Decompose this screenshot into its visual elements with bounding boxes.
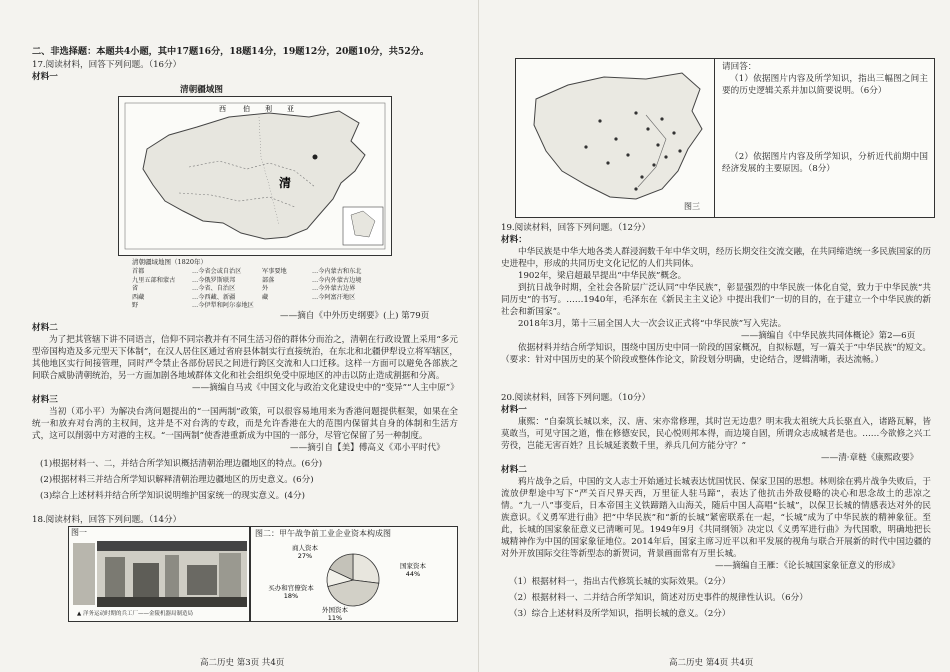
material2-text: 为了把其管辖下讲不同语言，信仰不同宗教并有不同生活习俗的群体分而治之，清朝在行政设置上采用“多元型帝国构造及多元型天下体制”，在汉人居住区通过省府县体制实行直接统治，在东北和北疆伊犁设立将军辖区，其他地区实行间接管理，同时严令禁止各部份居民之间进行跨区交流和人口迁移。这样一方面可以避免各部族之间联合威胁清朝统治，另一方面加剧各地域群体文化和社会组织免受中原地区的冲击以防止造成割据和分离。: [32, 335, 458, 381]
figure1-photo: [68, 526, 250, 622]
q17-material1-label: 材料一: [32, 72, 58, 82]
q20-material1-text: 康熙：“自秦筑长城以来，汉、唐、宋亦常修理，其时岂无边患？明末我太祖统大兵长驱直入，诸路瓦解，皆莫敢当，可见守国之道，惟在修德安民，民心悦则邦本得，而边境自固，所谓众志成城者是也。……今欲修之兴工劳役，岂能无害百姓？且长城延袤数千里，养兵几何方能分守？”: [501, 417, 931, 451]
pie-label-1: 国家资本: [400, 562, 426, 570]
q19-stem: 19.阅读材料，回答下列问题。（12分）: [501, 223, 651, 233]
figure3-divider: [714, 59, 715, 217]
q20-material2-text: 鸦片战争之后，中国的文人志士开始通过长城表达忧国忧民、保家卫国的思想。林则徐在鸦片战争失败后，于流放伊犁途中写下“严关百尺界天西，万里征人驻马蹄”，表达了他抗击外敌侵略的决心和思念故土的悲凉之情。“九一八”事变后，日本帝国主义铁蹄踏入山海关，随后中国人高唱“长城”，以保卫长城的情感表达对外的民族意识。《义勇军进行曲》把“中华民族”和“新的长城”紧密联系在一起，“长城”成为了中华民族的精神象征。至此，长城的国家象征意义已清晰可见。1949年9月《共同纲领》决定以《义勇军进行曲》为代国歌，明确地把长城精神作为中国的国家象征地位。2014年后，国家主席习近平以和平发展的视角与联合开展新的时代中国边疆的对外开放国际交往等新型态的新贺词，背景画面常有万里长城。: [501, 477, 931, 559]
q19-material-label: 材料：: [501, 235, 527, 245]
q19-paragraph2: 1902年，梁启超最早提出“中华民族”概念。: [518, 271, 687, 281]
q20-sub1: （1）根据材料一，指出古代修筑长城的实际效果。（2分）: [509, 577, 731, 587]
legend-row: 省 …今省、自治区 外 …今外蒙古边界: [132, 285, 356, 292]
q17-sub3: (3)综合上述材料并结合所学知识说明维护国家统一的现实意义。(4分): [40, 491, 305, 501]
map-drawing: [119, 97, 391, 255]
q20-sub3: （3）综合上述材料及所学知识，指明长城的意义。（2分）: [509, 609, 731, 619]
q20-material1-label: 材料一: [501, 405, 527, 415]
pie-label-3: 买办和官僚资本: [268, 584, 314, 592]
q18-stem: 18.阅读材料，回答下列问题。（14分）: [32, 515, 182, 525]
pie-pct-2: 11%: [327, 614, 343, 622]
pie-svg: [251, 540, 457, 622]
figure3-prompt: 请回答：: [722, 62, 757, 72]
material2-source: ——摘编自马戎《中国文化与政治文化建设史中的“变异”“人主中原”》: [192, 383, 459, 393]
map-legend-title: 清朝疆域地图（1820年）: [132, 258, 208, 266]
figure2-title: 图二：甲午战争前工业企业资本构成图: [255, 529, 391, 538]
q20-sub2: （2）根据材料一、二并结合所学知识，简述对历史事件的规律性认识。（6分）: [509, 593, 808, 603]
q19-task: 依据材料并结合所学知识，围绕中国历史中同一阶段的国家概况，自拟标题，写一篇关于“中华民族”的短文。（要求：针对中国历史的某个阶段或整体作论文，阶段划分明确，史论结合，逻辑清晰，表达流畅。）: [501, 343, 931, 365]
q19-paragraph1: 中华民族是中华大地各类人群浸润数千年中华文明，经历长期交往交流交融，在共同缔造统一多民族国家的历史进程中，形成的共同历史文化记忆的人们共同体。: [501, 247, 931, 269]
map-label-ya: 亚: [287, 105, 294, 113]
page-footer-right: 高二历史 第4页 共4页: [669, 658, 754, 668]
factory-photo: [69, 527, 249, 621]
q20-material1-source: ——清·章梿《康熙政要》: [821, 453, 919, 463]
legend-row: 野 …今伊犁和阿尔泰地区: [132, 302, 254, 309]
figure3-label: 图三: [684, 202, 700, 211]
pie-pct-3: 18%: [283, 592, 299, 600]
q20-material2-label: 材料二: [501, 465, 527, 475]
figure3-question1: （1）依据图片内容及所学知识，指出三幅图之间主要的历史逻辑关系并加以简要说明。（6分）: [722, 74, 928, 96]
qing-territory-map: [118, 96, 392, 256]
q19-source: ——摘编自《中华民族共同体概论》第2—6页: [741, 331, 916, 341]
figure3-map: [516, 59, 716, 217]
figure1-caption: ▲ 洋务运动时期的兵工厂——金陵机器局制造局: [77, 611, 193, 617]
map-label-bo: 伯: [243, 105, 250, 113]
legend-row: 西藏 …今西藏、新疆 藏 …今阿富汗地区: [132, 293, 356, 301]
map-label-xi: 西: [219, 105, 226, 113]
q17-sub2: (2)根据材料三并结合所学知识解释清朝治理边疆地区的历史意义。(6分): [40, 475, 314, 485]
figure3-box: [515, 58, 935, 218]
map-legend: [132, 268, 392, 311]
q17-material3-label: 材料三: [32, 395, 58, 405]
legend-row: 九里五部和蒙古 …今俄罗斯联邦 部落 …今内外蒙古边境: [132, 276, 362, 284]
material1-source: ——摘自《中外历史纲要》(上) 第79页: [280, 311, 430, 321]
legend-row: 首都 …今省会或自治区 军事要地 …今内蒙古和东北: [132, 268, 362, 275]
q19-paragraph4: 2018年3月，第十三届全国人大一次会议正式将“中华民族”写入宪法。: [518, 319, 787, 329]
section-title: 二、非选择题：本题共4小题，其中17题16分，18题14分，19题12分，20题10分，共52分。: [32, 46, 430, 57]
page-footer-left: 高二历史 第3页 共4页: [200, 658, 285, 668]
pie-slice-0: [353, 554, 379, 583]
map-label-li: 利: [265, 105, 272, 113]
map-title: 清朝疆域图: [180, 85, 223, 95]
material3-text: 当初（邓小平）为解决台湾问题提出的“一国两制”政策，可以很容易地用来为香港问题提供框架，如果在全统一和放弃对台湾的主权间，这并是不对台湾的专政，而是允许香港在大的范围内保留其自身的体制和生活方式，这可以削弱中方对港的主权。“一国两制”使香港重新成为中国的一部分，尽管它保留了另一种制度。: [32, 407, 458, 441]
material3-source: ——摘引自【美】傅高义《邓小平时代》: [290, 443, 445, 453]
q20-stem: 20.阅读材料，回答下列问题。（10分）: [501, 393, 651, 403]
q19-paragraph3: 到抗日战争时期，全社会各阶层广泛认同“中华民族”，彰显强烈的中华民族一体化自觉，致力于中华民族“共同历史”的书写。……1940年，毛泽东在《新民主主义论》中提出我们“一切的目的，在于建立一个中华民族的新社会和新国家”。: [501, 283, 931, 317]
pie-label-2: 外国资本: [322, 606, 348, 614]
pie-label-0: 商人资本: [292, 544, 318, 552]
q20-material2-source: ——摘编自王雁：《论长城国家象征意义的形成》: [715, 561, 900, 571]
q17-sub1: (1)根据材料一、二，并结合所学知识概括清朝治理边疆地区的特点。(6分): [40, 459, 323, 469]
q17-stem: 17.阅读材料，回答下列问题。（16分）: [32, 60, 182, 70]
q17-material2-label: 材料二: [32, 323, 58, 333]
pie-pct-1: 44%: [405, 570, 421, 578]
exam-page-4: [478, 0, 950, 672]
figure3-question2: （2）依据图片内容及所学知识，分析近代前期中国经济发展的主要原因。（8分）: [722, 152, 928, 174]
figure1-label: 图一: [71, 528, 87, 537]
map-label-qing: 清: [279, 176, 292, 190]
pie-pct-0: 27%: [297, 552, 313, 560]
figure2-pie-chart: [250, 526, 458, 622]
